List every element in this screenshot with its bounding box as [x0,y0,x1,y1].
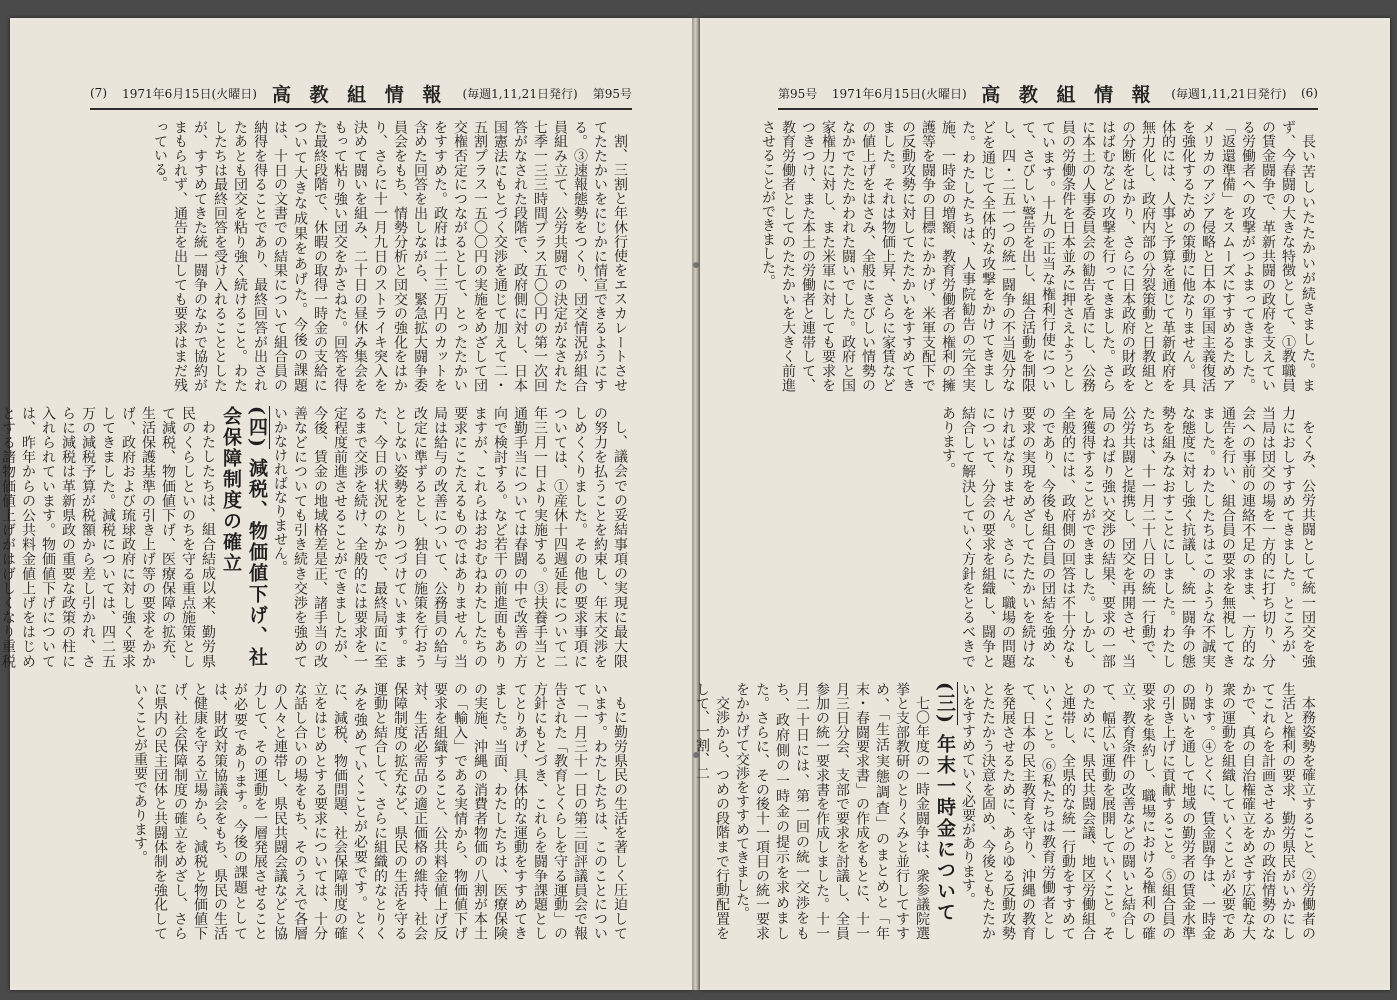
section-title: 減税、物価値下げ、社会保障制度の確立 [220,406,268,668]
section-number: (四) [246,406,268,450]
page-number: (7) [90,86,107,100]
article-paragraph: し、議会での妥結事項の実現に最大限の努力を払うことを約束し、年末交渉をしめくくりました。その他の要求事項については、①産休十四週延長について二年三月一日より実施する。③扶養手当と通勤手当については春闘の中で改善の方向で検討する。など若干の前進面もありますが、これらはおおむねわたしたちの要求にこたえるものではありません。当局は給与の改善について、公務員の給与改定に準ずるとし、独自の施策を行おうとしない姿勢をとりつづけています。また、今日の状況のなかで、最終局面に至るまで交渉を続け、全般的には要求を一定程度前進させることができましたが、今後、賃金の地域格差是正、諸手当の改善などについても引き続き交渉を強めていかなければなりません。 [272,406,628,668]
article-tier-top [760,120,1318,392]
article-paragraph: 割、三割と年休行使をエスカレートさせてたたかいをにじかに情宣できるようにする。③速報態勢をつくり、団交情況が組合員組み立て、公労共闘での決定がなされた七季一三三時間プラス五〇〇円の第一次回答がなされた段階で、政府側に対し、日本国憲法にもとづく交渉を通じて加えて二・五割プラス一五〇〇円の実施をめざして団交権否定につながるとして、とったたかいをすすめた。政府は二十三万円のカットを含めた回答を出しながら、緊急拡大闘争委員会をもち、情勢分析と団交の強化をはかり、さらに十一月九日のストライキ突入を決めて闘いを組み、二十日の昼休み集会をもって粘り強い団交をかさねた。回答を得た最終段階で、休暇の取得一時金の支給について大きな成果をあげた。今後の課題は、十日の文書での結果について組合員の納得を得ることであり、最終回答が出されたあとも団交を粘り強く続けること。わたしたちは最終回答を受け入れることとしたが、すすめてきた統一闘争のなかで協約がまもられず、通告を出しても要求はまだ残っている。 [152,120,628,392]
left-page [0,18,692,990]
right-page-header [778,78,1318,110]
article-paragraph: 交渉から、つめの段階まで行動配置をして、一割、二 [694,682,730,940]
article-tier-top [90,120,630,392]
article-paragraph: をくみ、公労共闘として統一団交を強力におしすすめてきました。ところが、当局は団交の場を一方的に打ち切り、分会への事前の連絡不足のまま、一方的な通告を行い、組合員の要求を無視してきました。わたしたちはこのような不誠実な態度に対し強く抗議し、統一闘争の態勢を組みなおすことにしました。わたしたちは、十一月二十八日の統一行動で、公労共闘と提携し、団交を再開させ、当局のねばり強い交渉の結果、要求の一部を獲得することができました。しかし、全般的には、政府側の回答は不十分なものであり、今後も組合員の団結を強め、要求の実現をめざしてたたかいを続けなければなりません。さらに、職場の問題について、分会の要求を組織し、闘争と結合して解決していく方針をとるべきであります。 [940,406,1316,668]
article-paragraph: 長い苦しいたたかいが続きました。まず、今春闘の大きな特徴として、①教職員の賃金闘争で、革新共闘の政府を支えている労働者への攻撃がつよまってきました。「返還準備」をスムーズにすすめるためアメリカのアジア侵略と日本の軍国主義復活を強化するための策動に他なりません。具体的には、人事と予算を通じて革新政府を無力化し、政府内部の分裂策動と日教組との分断をはかり、さらに日本政府の財政をはばむなどの攻撃を行ってきました。さらに本土の人事委員会の勧告を盾にし、公務員の労働条件を日本並みに押さえようとしています。十九の正当な権利行使について、さびしい警告を出し、組合活動を制限し、四・二五一つの統一闘争の不当処分などを通じて全体的な攻撃をかけてきました。わたしたちは、人事院勧告の完全実施、一時金の増額、教育労働者の権利の擁護等を闘争の目標にかかげ、米軍支配下での反動攻勢に対してたたかいをすすめてきました。それは物価上昇、さらに家賃などの値上げをはさみ、全般にきびしい情勢のなかでたたかわれた闘いでした。政府と国家権力に対し、また米軍に対しても要求をつきつけ、また本土の労働者と連帯して、教育労働者としてのたたかいを大きく前進させることができました。 [760,120,1316,392]
article-paragraph: もに勤労県民の生活を著しく圧迫しています。わたしたちは、このことについて「一月三十一日の第三回評議員会で報告された「教育とくらしを守る運動」の方針にもとづき、これらを闘争課題としてとりあげ、具体的な運動をすすめてきました。当面、わたしたちは、医療保険の実施、沖縄の消費者物価の八割が本土の「輸入」である実情から、物価値下げ要求を組織すること、公共料金値上げ反対、生活必需品の適正価格の維持、社会保障制度の拡充など、県民の生活を守る運動と結合して、さらに組織的なとりくみを強めていくことが必要です。とくに、減税、物価問題、社会保障制度の確立をはじめとする要求については、十分な話し合いの場をもち、そのうえで各層の人々と連帯し、県民共闘会議などと協力して、その運動を一層発展させることが必要であります。今後の課題としては、財政対策協議会をもち、県民の生活と健康を守る立場から、減税と物価値下げ、社会保障制度の確立をめざし、さらに県内の民主団体と共闘体制を強化していくことが重要であります。 [132,682,628,940]
masthead: 高 教 組 情 報 [981,83,1157,106]
masthead: 高 教 組 情 報 [271,83,448,106]
staple-hole [693,262,699,268]
issue-number: 第95号 [592,86,632,101]
issue-note: (毎週1,11,21日発行) [462,86,578,101]
issue-date: 1971年6月15日(火曜日) [831,86,967,101]
article-tier-middle [778,406,1318,668]
left-page-header [90,78,632,110]
right-page [694,18,1390,990]
right-page-body [694,120,1318,940]
article-paragraph: 本務姿勢を確立すること、②労働者の生活と権利の要求、勤労県民がいかにしてこれらを計画させるかの政治情勢のなかで、真の自治権確立をめざす広範な大衆の運動を組織していくことが必要であります。④とくに、賃金闘争は、一時金の闘いを通して地域の勤労者の賃金水準の引き上げに貢献すること。⑤組合員の要求を集約し、職場における権利の確立、教育条件の改善などの闘いと結合して、幅広い運動を展開していくこと。そのために、県民共闘会議、地区労働組合と連帯し、全県的な統一行動をすすめていくこと。⑥私たちは教育労働者として、日本の民主教育を守り、沖縄の教育を発展させるために、あらゆる反動攻勢とたたかう決意を固め、今後ともたたかいをすすめていく必要があります。 [960,682,1316,940]
issue-note: (毎週1,11,21日発行) [1171,86,1287,101]
page-number: (6) [1300,86,1318,100]
article-tier-middle [0,406,630,668]
article-tier-bottom [694,682,1318,940]
article-tier-bottom [90,682,630,940]
left-page-body [0,120,630,940]
issue-date: 1971年6月15日(火曜日) [122,86,257,101]
article-paragraph: 七〇年度の一時金闘争は、衆参議院選挙と支部教研のとりくみと並行してすすめ、「生活実態調査」のまとめと「年末・春闘要求書」の作成をもとに、十一月三日分会、支部で要求を討議し、全員参加の統一要求書を作成しました。十一月二十日には、第一回の統一交渉をもち、政府側の一時金の提示を求めました。さらに、その後十一項目の統一要求をかかげて交渉をすすめてきました。 [734,682,930,940]
section-number: (三) [934,682,956,725]
section-title: 年末一時金について [934,733,956,923]
section-heading [932,682,958,940]
issue-number: 第95号 [778,86,818,101]
article-paragraph: わたしたちは、組合結成以来、勤労県民のくらしといのちを守る重点施策として減税、物価値下げ、医療保障の拡充、生活保護基準の引き上げ等の要求をかかげ、政府および琉球政府に対し強く要求してきました。減税については、四二五万の減税予算が税額から差し引かれ、さらに減税は革新県政の重要な政策の柱に入れられています。物価値下げについては、昨年からの公共料金値上げをはじめとする諸物価値上げがはげしくなり重税 [0,406,216,668]
section-heading [218,406,270,668]
